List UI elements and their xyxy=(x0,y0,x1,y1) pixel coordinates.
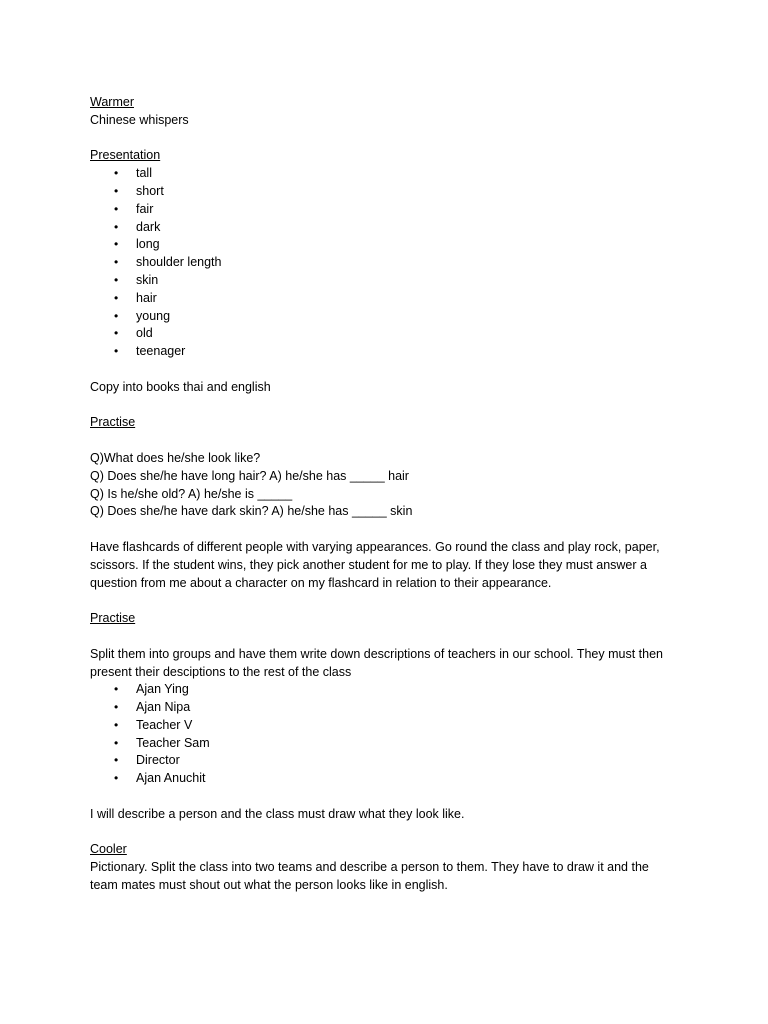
list-item xyxy=(90,254,690,272)
list-item xyxy=(90,183,690,201)
teacher-name: Teacher Sam xyxy=(136,735,210,750)
bullet-icon: • xyxy=(114,308,119,323)
spacer xyxy=(90,432,690,450)
bullet-icon: • xyxy=(114,771,119,786)
bullet-icon: • xyxy=(114,344,119,359)
spacer xyxy=(90,397,690,415)
bullet-icon: • xyxy=(114,753,119,768)
bullet-icon: • xyxy=(114,682,119,697)
vocab-word: shoulder length xyxy=(136,255,222,270)
cooler-heading: Cooler xyxy=(90,842,127,857)
paragraph-line: question from me about a character on my flashcard in relation to their appearance. xyxy=(90,575,552,590)
bullet-icon: • xyxy=(114,201,119,216)
bullet-icon: • xyxy=(114,272,119,287)
practise-heading: Practise xyxy=(90,415,136,430)
practise-heading: Practise xyxy=(90,611,136,626)
spacer xyxy=(90,521,690,539)
list-item xyxy=(90,272,690,290)
bullet-icon: • xyxy=(114,326,119,341)
warmer-heading: Warmer xyxy=(90,95,134,109)
teacher-name: Ajan Anuchit xyxy=(136,771,206,786)
vocab-word: tall xyxy=(136,166,152,181)
list-item xyxy=(90,752,690,770)
presentation-note: Copy into books thai and english xyxy=(90,379,271,394)
vocab-word: teenager xyxy=(136,344,186,359)
presentation-heading: Presentation xyxy=(90,148,161,163)
teacher-name: Director xyxy=(136,753,180,768)
bullet-icon: • xyxy=(114,735,119,750)
list-item xyxy=(90,681,690,699)
lesson-plan xyxy=(90,94,690,895)
spacer xyxy=(90,130,690,148)
paragraph-line: Pictionary. Split the class into two teams and describe a person to them. They have to draw it and the xyxy=(90,860,649,875)
list-item xyxy=(90,343,690,361)
vocab-word: short xyxy=(136,183,164,198)
bullet-icon: • xyxy=(114,700,119,715)
question-line: Q) Is he/she old? A) he/she is _____ xyxy=(90,486,293,501)
list-item xyxy=(90,165,690,183)
spacer xyxy=(90,592,690,610)
list-item xyxy=(90,699,690,717)
question-line: Q) Does she/he have long hair? A) he/she has _____ hair xyxy=(90,468,409,483)
bullet-icon: • xyxy=(114,255,119,270)
spacer xyxy=(90,361,690,379)
bullet-icon: • xyxy=(114,219,119,234)
list-item xyxy=(90,290,690,308)
list-item xyxy=(90,717,690,735)
vocab-word: old xyxy=(136,326,153,341)
vocab-word: skin xyxy=(136,272,159,287)
spacer xyxy=(90,788,690,806)
vocab-word: dark xyxy=(136,219,161,234)
teacher-name: Ajan Ying xyxy=(136,682,189,697)
list-item xyxy=(90,735,690,753)
teacher-list xyxy=(90,681,690,788)
vocab-word: hair xyxy=(136,290,157,305)
paragraph-line: Have flashcards of different people with varying appearances. Go round the class and play rock, paper, xyxy=(90,539,660,554)
paragraph-line: Split them into groups and have them write down descriptions of teachers in our school. They must then xyxy=(90,646,663,661)
vocab-word: fair xyxy=(136,201,154,216)
bullet-icon: • xyxy=(114,717,119,732)
question-line: Q) Does she/he have dark skin? A) he/she has _____ skin xyxy=(90,504,413,519)
list-item xyxy=(90,770,690,788)
list-item xyxy=(90,219,690,237)
list-item xyxy=(90,308,690,326)
list-item xyxy=(90,201,690,219)
paragraph-line: present their desciptions to the rest of the class xyxy=(90,664,352,679)
bullet-icon: • xyxy=(114,166,119,181)
spacer xyxy=(90,824,690,842)
paragraph-line: team mates must shout out what the person looks like in english. xyxy=(90,878,448,893)
vocab-word: young xyxy=(136,308,171,323)
teacher-name: Teacher V xyxy=(136,717,193,732)
bullet-icon: • xyxy=(114,237,119,252)
practise-note: I will describe a person and the class must draw what they look like. xyxy=(90,806,465,821)
question-line: Q)What does he/she look like? xyxy=(90,450,261,465)
list-item xyxy=(90,325,690,343)
vocab-list xyxy=(90,165,690,361)
spacer xyxy=(90,628,690,646)
bullet-icon: • xyxy=(114,183,119,198)
bullet-icon: • xyxy=(114,290,119,305)
vocab-word: long xyxy=(136,237,160,252)
paragraph-line: scissors. If the student wins, they pick another student for me to play. If they lose they must answer a xyxy=(90,557,647,572)
warmer-activity: Chinese whispers xyxy=(90,112,189,127)
teacher-name: Ajan Nipa xyxy=(136,700,191,715)
list-item xyxy=(90,236,690,254)
